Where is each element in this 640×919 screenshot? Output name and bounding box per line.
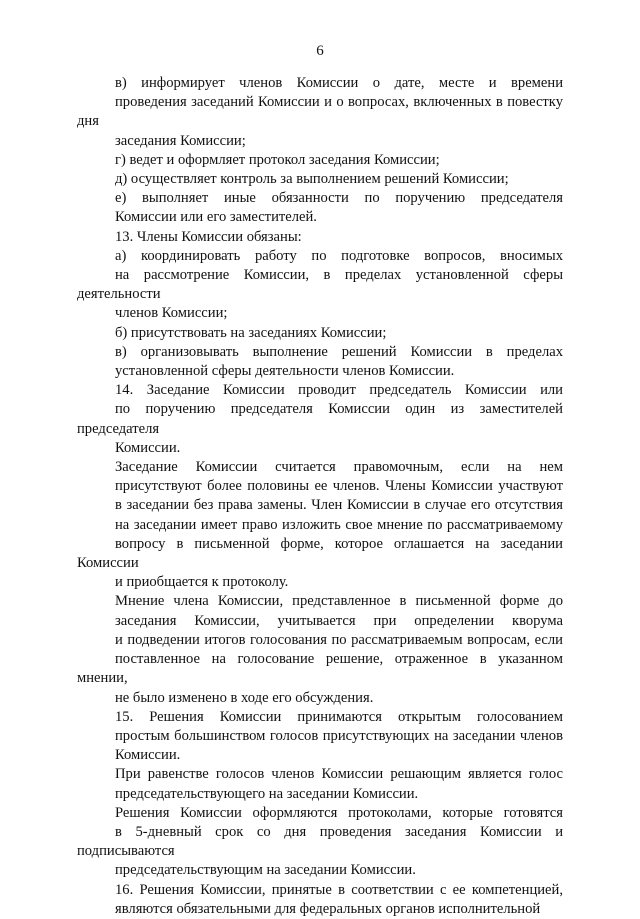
text-line: заседания Комиссии; <box>115 132 246 149</box>
text-line: 16. Решения Комиссии, принятые в соответствии с ее компетенцией, <box>115 881 563 898</box>
text-line: Заседание Комиссии считается правомочным, если на нем <box>115 459 563 476</box>
paragraph <box>77 804 563 881</box>
paragraph <box>77 343 563 381</box>
paragraph <box>77 458 563 592</box>
text-line: 13. Члены Комиссии обязаны: <box>115 228 302 245</box>
paragraph <box>77 151 563 170</box>
text-line: присутствуют более половины ее членов. Члены Комиссии участвуют <box>115 478 563 495</box>
paragraph <box>77 324 563 343</box>
text-line: являются обязательными для федеральных органов исполнительной <box>115 900 541 917</box>
paragraph <box>77 765 563 803</box>
text-line: и приобщается к протоколу. <box>115 574 289 591</box>
paragraph <box>77 247 563 324</box>
paragraph <box>77 74 563 151</box>
text-line: е) выполняет иные обязанности по поручению председателя <box>115 190 563 207</box>
text-line: председательствующим на заседании Комиссии. <box>115 862 416 879</box>
paragraph <box>77 189 563 227</box>
text-line: 15. Решения Комиссии принимаются открытым голосованием <box>115 708 563 725</box>
text-line: г) ведет и оформляет протокол заседания Комиссии; <box>115 151 440 168</box>
text-line: на заседании имеет право изложить свое мнение по рассматриваемому <box>115 516 563 533</box>
text-line: в заседании без права замены. Член Комиссии в случае его отсутствия <box>115 497 563 514</box>
text-line: вопросу в письменной форме, которое оглашается на заседании Комиссии <box>77 535 563 572</box>
text-line: заседания Комиссии, учитывается при определении кворума <box>115 612 563 629</box>
text-line: членов Комиссии; <box>115 305 228 322</box>
text-line: Мнение члена Комиссии, представленное в письменной форме до <box>115 593 563 610</box>
paragraph <box>77 381 563 458</box>
text-line: Комиссии. <box>115 439 181 456</box>
text-line: 14. Заседание Комиссии проводит председатель Комиссии или <box>115 382 563 399</box>
paragraph <box>77 881 563 919</box>
document-body <box>77 74 563 919</box>
text-line: на рассмотрение Комиссии, в пределах установленной сферы деятельности <box>77 267 563 303</box>
text-line: по поручению председателя Комиссии один из заместителей председателя <box>77 401 563 437</box>
text-line: а) координировать работу по подготовке вопросов, вносимых <box>115 247 563 264</box>
text-line: в) организовывать выполнение решений Комиссии в пределах <box>115 343 563 360</box>
paragraph <box>77 228 563 247</box>
paragraph <box>77 592 563 707</box>
paragraph <box>77 170 563 189</box>
text-line: и подведении итогов голосования по рассматриваемым вопросам, если <box>115 631 563 648</box>
text-line: в) информирует членов Комиссии о дате, месте и времени <box>115 75 563 91</box>
text-line: б) присутствовать на заседаниях Комиссии; <box>115 324 387 341</box>
text-line: д) осуществляет контроль за выполнением решений Комиссии; <box>115 171 509 188</box>
text-line: Решения Комиссии оформляются протоколами, которые готовятся <box>115 804 563 821</box>
text-line: Комиссии или его заместителей. <box>115 209 317 226</box>
page-number: 6 <box>316 43 324 59</box>
text-line: При равенстве голосов членов Комиссии решающим является голос <box>115 766 563 783</box>
text-line: простым большинством голосов присутствующих на заседании членов <box>115 727 563 744</box>
text-line: Комиссии. <box>115 747 181 764</box>
text-line: не было изменено в ходе его обсуждения. <box>115 689 374 706</box>
paragraph <box>77 708 563 766</box>
text-line: установленной сферы деятельности членов Комиссии. <box>115 363 455 380</box>
text-line: в 5-дневный срок со дня проведения заседания Комиссии и подписываются <box>77 823 563 860</box>
text-line: проведения заседаний Комиссии и о вопросах, включенных в повестку дня <box>77 94 563 130</box>
text-line: поставленное на голосование решение, отраженное в указанном мнении, <box>77 651 563 687</box>
text-line: председательствующего на заседании Комиссии. <box>115 785 419 802</box>
